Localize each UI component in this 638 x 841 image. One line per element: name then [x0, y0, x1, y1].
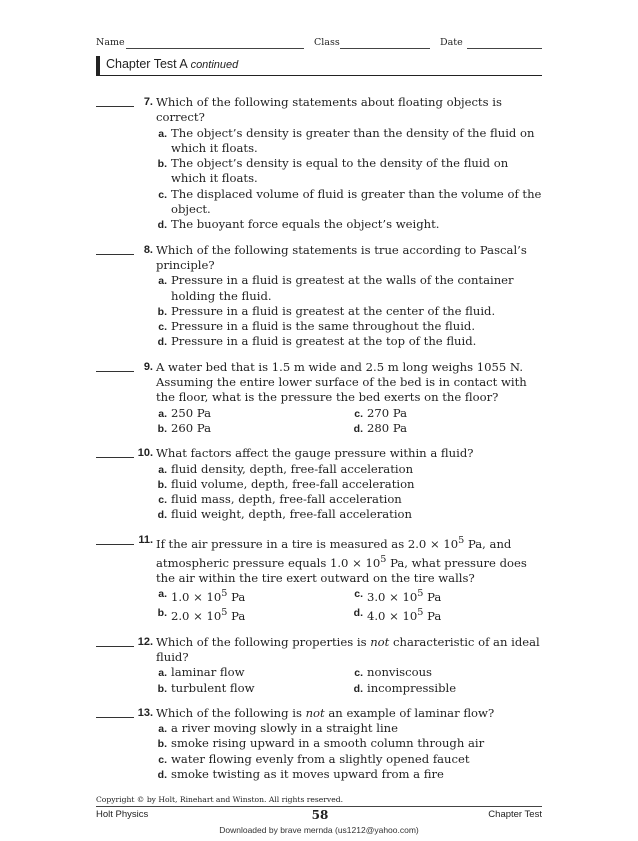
option-letter: b.: [157, 682, 167, 695]
title-accent-bar: [96, 56, 100, 75]
question-text: [156, 533, 542, 587]
option-letter: a.: [158, 667, 167, 680]
option-text: 3.0 × 10: [367, 590, 418, 605]
option-text: 250 Pa: [171, 405, 212, 420]
option-text: turbulent flow: [171, 680, 255, 695]
option-letter: d.: [157, 769, 167, 782]
question-text: A water bed that is 1.5 m wide and 2.5 m long weighs 1055 N. Assuming the entire lower surface of the bed is in contact with the floor, what is the pressure the bed exerts on the floor?: [156, 359, 527, 405]
question-list: [96, 95, 542, 792]
question-number: 13.: [137, 706, 153, 719]
question-number: 9.: [143, 360, 153, 373]
option-a: [154, 126, 542, 157]
option-text: The object’s density is equal to the density of the fluid on which it floats.: [171, 156, 509, 186]
option-text: fluid weight, depth, free-fall acceleration: [171, 507, 413, 522]
option-text: smoke twisting as it moves upward from a fire: [171, 767, 444, 782]
option-d: [154, 217, 542, 232]
option-c: [154, 187, 542, 218]
page-header: [96, 37, 542, 51]
option-letter: d.: [157, 336, 167, 349]
option-c: [350, 406, 540, 421]
date-label: Date: [440, 37, 463, 48]
option-letter: d.: [157, 509, 167, 522]
name-field[interactable]: [126, 48, 304, 49]
option-text: Pressure in a fluid is greatest at the walls of the container holding the fluid.: [171, 273, 514, 303]
option-text: laminar flow: [171, 665, 245, 680]
option-letter: b.: [157, 305, 167, 318]
question-text: Which of the following statements is true according to Pascal’s principle?: [156, 242, 527, 272]
question-text-part: If the air pressure in a tire is measured as 2.0 × 10: [156, 536, 459, 551]
option-text: Pressure in a fluid is greatest at the center of the fluid.: [171, 303, 496, 318]
option-a: [154, 721, 542, 736]
option-letter: c.: [158, 321, 167, 334]
option-letter: b.: [157, 158, 167, 171]
option-text: smoke rising upward in a smooth column through air: [171, 736, 485, 751]
question-text: What factors affect the gauge pressure within a fluid?: [156, 446, 474, 461]
title-text: Chapter Test A: [106, 57, 188, 71]
option-text: The displaced volume of fluid is greater than the volume of the object.: [171, 186, 542, 217]
option-letter: b.: [157, 422, 167, 435]
option-letter: c.: [354, 588, 363, 601]
class-field[interactable]: [340, 48, 430, 49]
option-text: 4.0 × 10: [367, 609, 418, 624]
option-letter: a.: [158, 588, 167, 601]
option-letter: c.: [354, 407, 363, 420]
answer-blank[interactable]: [96, 106, 134, 107]
answer-blank[interactable]: [96, 544, 134, 545]
date-field[interactable]: [467, 48, 542, 49]
option-text: fluid density, depth, free-fall acceleration: [171, 461, 414, 476]
option-text: fluid volume, depth, free-fall acceleration: [171, 476, 415, 491]
option-a: [154, 406, 350, 421]
answer-blank[interactable]: [96, 371, 134, 372]
option-text: 270 Pa: [367, 405, 408, 420]
question-text: [156, 706, 542, 721]
footer-divider: [96, 806, 542, 807]
option-letter: a.: [158, 127, 167, 140]
option-text: The buoyant force equals the object’s weight.: [171, 217, 440, 232]
option-text: fluid mass, depth, free-fall acceleration: [171, 492, 402, 507]
option-text: 1.0 × 10: [171, 590, 222, 605]
option-b: [154, 736, 542, 751]
question-10: [96, 446, 542, 522]
page-number: 58: [311, 808, 329, 822]
option-text: 2.0 × 10: [171, 609, 222, 624]
option-a: [154, 586, 350, 605]
option-c: [154, 319, 542, 334]
question-text: [156, 635, 542, 666]
question-13: [96, 706, 542, 782]
option-letter: b.: [157, 478, 167, 491]
question-12: [96, 635, 542, 696]
title-suffix: continued: [190, 59, 239, 71]
exponent: 5: [221, 588, 228, 600]
question-9: [96, 360, 542, 436]
question-text-part: Pa, and atmospheric pressure equals 1.0 × 10: [156, 536, 512, 570]
option-text: Pressure in a fluid is greatest at the top of the fluid.: [171, 334, 477, 349]
option-text: 280 Pa: [367, 420, 408, 435]
option-d: [350, 681, 540, 696]
emphasis: not: [370, 634, 390, 649]
answer-blank[interactable]: [96, 717, 134, 718]
option-letter: d.: [353, 682, 363, 695]
option-letter: d.: [157, 219, 167, 232]
question-number: 8.: [143, 243, 153, 256]
option-d: [350, 605, 540, 624]
book-title: Holt Physics: [96, 809, 149, 820]
question-text-part: characteristic of an ideal fluid?: [156, 634, 540, 664]
option-d: [154, 334, 542, 349]
option-unit: Pa: [423, 590, 442, 605]
option-letter: c.: [158, 494, 167, 507]
question-text: Which of the following statements about floating objects is correct?: [156, 95, 502, 125]
question-11: [96, 533, 542, 625]
question-8: [96, 243, 542, 350]
option-a: [154, 273, 542, 304]
question-number: 7.: [143, 96, 153, 108]
option-letter: c.: [158, 188, 167, 201]
exponent: 5: [221, 607, 228, 619]
section-name: Chapter Test: [488, 809, 542, 820]
question-text-part: Which of the following properties is: [156, 634, 371, 649]
question-text-part: Which of the following is: [156, 705, 306, 720]
option-c: [154, 752, 542, 767]
option-d: [350, 421, 540, 436]
option-letter: d.: [353, 607, 363, 620]
answer-blank[interactable]: [96, 457, 134, 458]
option-letter: c.: [158, 753, 167, 766]
class-label: Class: [314, 37, 340, 48]
option-d: [154, 507, 542, 522]
option-b: [154, 156, 542, 187]
option-letter: b.: [157, 738, 167, 751]
option-letter: a.: [158, 407, 167, 420]
option-b: [154, 421, 350, 436]
option-letter: a.: [158, 463, 167, 476]
option-a: [154, 665, 350, 680]
option-letter: c.: [354, 667, 363, 680]
chapter-title-bar: [96, 56, 542, 76]
option-letter: a.: [158, 723, 167, 736]
option-unit: Pa: [227, 590, 246, 605]
question-7: [96, 95, 542, 233]
page-title: [106, 57, 238, 71]
option-b: [154, 477, 542, 492]
option-unit: Pa: [227, 609, 246, 624]
question-text-part: an example of laminar flow?: [324, 705, 495, 720]
option-letter: a.: [158, 275, 167, 288]
option-text: a river moving slowly in a straight line: [171, 721, 399, 736]
option-letter: b.: [157, 607, 167, 620]
option-c: [350, 665, 540, 680]
option-b: [154, 681, 350, 696]
question-number: 12.: [137, 635, 153, 648]
emphasis: not: [305, 705, 325, 720]
option-b: [154, 605, 350, 624]
name-label: Name: [96, 37, 125, 48]
option-text: Pressure in a fluid is the same throughout the fluid.: [171, 319, 476, 334]
answer-blank[interactable]: [96, 646, 134, 647]
exponent: 5: [380, 553, 387, 565]
question-number: 11.: [138, 533, 153, 546]
option-text: 260 Pa: [171, 420, 212, 435]
option-text: nonviscous: [367, 665, 433, 680]
option-text: incompressible: [367, 680, 457, 695]
exponent: 5: [417, 588, 424, 600]
copyright-notice: Copyright © by Holt, Rinehart and Winston. All rights reserved.: [96, 795, 343, 804]
exponent: 5: [417, 607, 424, 619]
option-b: [154, 304, 542, 319]
question-number: 10.: [137, 447, 153, 460]
option-letter: d.: [353, 422, 363, 435]
question-text-part: Pa, what pressure does the air within the tire exert outward on the tire walls?: [156, 555, 527, 586]
option-c: [350, 586, 540, 605]
option-c: [154, 492, 542, 507]
option-text: The object’s density is greater than the density of the fluid on which it floats.: [171, 125, 535, 155]
download-note: Downloaded by brave mernda (us1212@yahoo.com): [219, 825, 419, 835]
option-a: [154, 462, 542, 477]
answer-blank[interactable]: [96, 254, 134, 255]
exponent: 5: [458, 534, 465, 546]
option-text: water flowing evenly from a slightly opened faucet: [171, 751, 470, 766]
option-unit: Pa: [423, 609, 442, 624]
option-d: [154, 767, 542, 782]
